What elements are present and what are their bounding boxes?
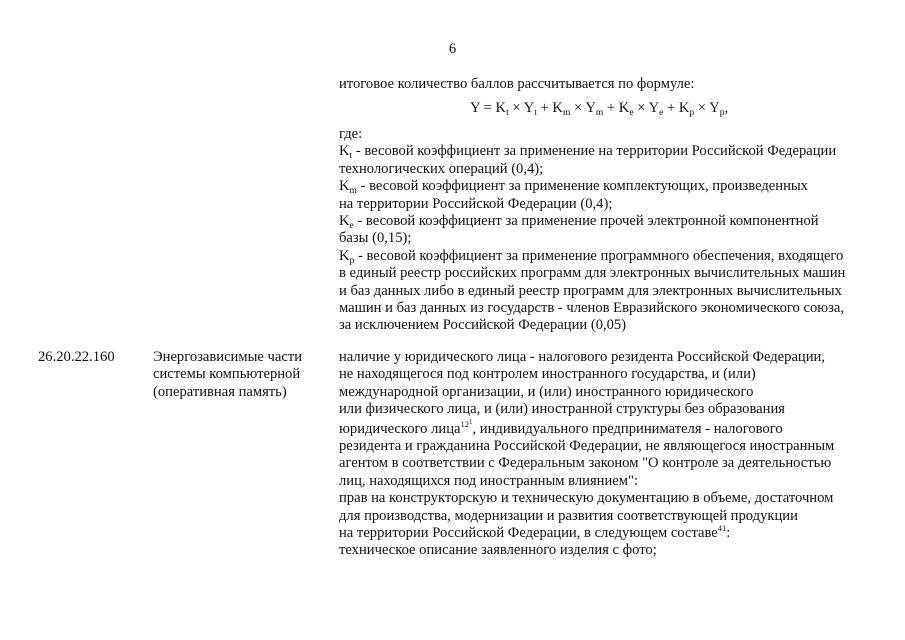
formula-intro: итоговое количество баллов рассчитывается по формуле:: [339, 76, 695, 92]
product-name: Энергозависимые части системы компьютерной (оперативная память): [153, 349, 303, 400]
km-definition-cont: на территории Российской Федерации (0,4);: [339, 195, 613, 212]
page-number: 6: [448, 41, 457, 57]
footnote-line: на территории Российской Федерации, в следующем составе$^{41}$:: [339, 523, 731, 542]
kt-definition-cont: технологических операций (0,4);: [339, 160, 544, 177]
kt-definition: $K_t$ - весовой коэффициент за применение на территории Российской Федерации: [339, 143, 837, 162]
where-label: где:: [339, 126, 363, 142]
kp-definition: $K_p$ - весовой коэффициент за применение программного обеспечения, входящего: [339, 247, 844, 266]
kp-definition-cont: и баз данных либо в единый реестр программ для электронных вычислительных: [339, 282, 842, 299]
kp-definition-cont: машин и баз данных из государств - членов Евразийского экономического союза,: [339, 300, 845, 317]
kp-definition-cont: за исключением Российской Федерации (0,05): [339, 317, 627, 334]
score-formula: $Y = K_t \times Y_t + K_m \times Y_m + K_e \times Y_e + K_p \times Y_p$,: [470, 100, 729, 118]
ke-definition-cont: базы (0,15);: [339, 230, 412, 247]
footnote-12-1: 121: [460, 417, 473, 429]
product-requirements: наличие у юридического лица - налогового резидента Российской Федерации, не находящегося под контролем иностранного государства, и (или) международной организации, и (или) иностранного юридического или физического лица, и (или) иностранной структуры без образования юридического лица$^{12^1}$, индивидуального предпринимателя - налогового резидента и гражданина Российской Федерации, не являющегося иностранным агентом в соответствии с Федеральным законом "О контроле за деятельностью лиц, находящихся под иностранным влиянием": прав на конструкторскую и техническую документацию в объеме, достаточном для производства, модернизации и развития соответствующей продукции на территории Российской Федерации, в следующем составе$^{41}$: техническое описание заявленного изделия с фото;: [339, 349, 869, 560]
product-code: 26.20.22.160: [38, 349, 115, 365]
ke-definition: $K_e$ - весовой коэффициент за применение прочей электронной компонентной: [339, 213, 819, 232]
footnote-line: юридического лица$^{12^1}$, индивидуального предпринимателя - налогового: [339, 417, 783, 437]
kp-definition-cont: в единый реестр российских программ для электронных вычислительных машин: [339, 265, 846, 282]
coefficient-definitions: [339, 126, 869, 335]
footnote-41: 41: [717, 523, 727, 534]
km-definition: $K_m$ - весовой коэффициент за применение комплектующих, произведенных: [339, 178, 808, 197]
